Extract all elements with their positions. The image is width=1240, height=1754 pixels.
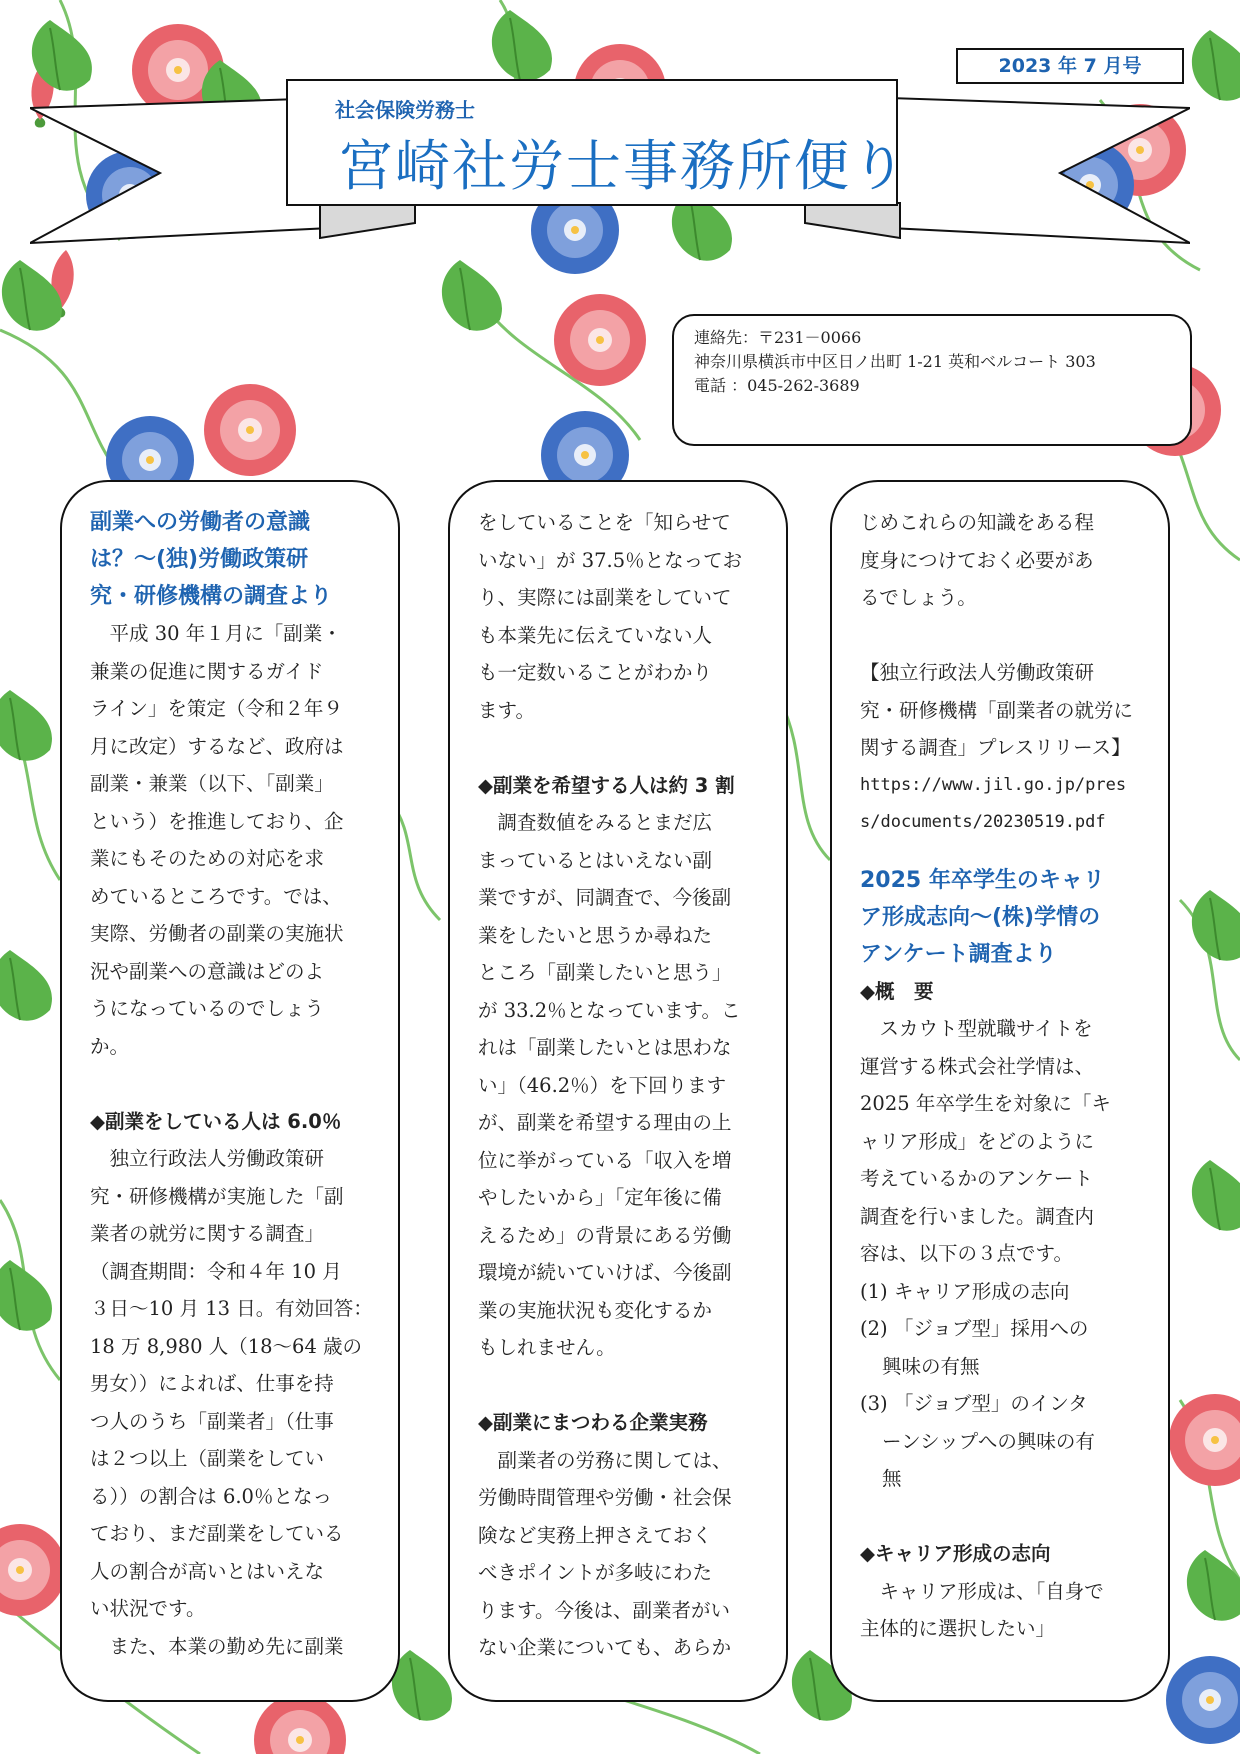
issue-date: 2023 年 7 月号 xyxy=(956,48,1184,84)
text-line: れは「副業したいとは思わな xyxy=(478,1036,732,1059)
text-line: 容は、以下の３点です。 xyxy=(860,1242,1073,1265)
article-paragraph xyxy=(90,615,398,1065)
reference-url[interactable]: s/documents/20230519.pdf xyxy=(860,812,1106,832)
text-line: ３日～10 月 13 日。有効回答： xyxy=(90,1297,373,1320)
text-line: い状況です。 xyxy=(90,1597,206,1620)
text-line: 月に改定）するなど、政府は xyxy=(90,734,344,758)
text-line: もしれません。 xyxy=(478,1336,616,1359)
reference-note xyxy=(860,654,1168,842)
text-line: ており、まだ副業をしている xyxy=(90,1522,344,1545)
section-heading: ◆キャリア形成の志向 xyxy=(860,1542,1051,1565)
article-paragraph xyxy=(860,1010,1168,1273)
text-line: 業の実施状況も変化するか xyxy=(478,1298,713,1322)
text-line: 副業者の労務に関しては、 xyxy=(478,1448,732,1472)
contact-phone: 電話 ：045-262-3689 xyxy=(694,376,860,395)
list-item: 無 xyxy=(882,1467,902,1490)
article-paragraph xyxy=(860,504,1168,617)
text-line: 18 万 8,980 人（18～64 歳の xyxy=(90,1334,363,1358)
text-line: ります。今後は、副業者がい xyxy=(478,1598,730,1622)
text-line: 業ですが、同調査で、今後副 xyxy=(478,886,732,909)
contact-box xyxy=(672,314,1192,446)
newsletter-title: 宮崎社労士事務所便り xyxy=(338,134,909,198)
survey-items-list xyxy=(860,1273,1168,1498)
text-line: つ人のうち「副業者」（仕事 xyxy=(90,1409,334,1433)
text-line: また、本業の勤め先に副業 xyxy=(90,1634,344,1658)
heading-line: 究・研修機構の調査より xyxy=(90,584,333,609)
text-line: 関する調査」プレスリリース】 xyxy=(860,736,1131,759)
list-item: (2) 「ジョブ型」採用への xyxy=(860,1317,1089,1340)
text-line: 主体的に選択したい」 xyxy=(860,1617,1056,1640)
text-line: 険など実務上押さえておく xyxy=(478,1523,713,1547)
reference-url[interactable]: https://www.jil.go.jp/pres xyxy=(860,774,1127,795)
text-line: まっているとはいえない副 xyxy=(478,848,713,872)
text-line: 運営する株式会社学情は、 xyxy=(860,1054,1095,1078)
text-line: 男女））によれば、仕事を持 xyxy=(90,1372,334,1395)
heading-line: 副業への労働者の意識 xyxy=(90,510,311,535)
text-line: という）を推進しており、企 xyxy=(90,809,344,833)
text-line: 実際、労働者の副業の実施状 xyxy=(90,922,344,945)
list-item: ーンシップへの興味の有 xyxy=(882,1429,1095,1453)
text-line: 究・研修機構「副業者の就労に xyxy=(860,698,1134,722)
text-line: 調査数値をみるとまだ広 xyxy=(478,811,713,834)
article-paragraph xyxy=(478,804,786,1367)
text-line: い」（46.2％）を下回ります xyxy=(478,1073,727,1097)
text-line: 人の割合が高いとはいえな xyxy=(90,1559,325,1583)
article-heading-career xyxy=(860,862,1168,973)
section-heading: ◆副業をしている人は 6.0％ xyxy=(90,1109,342,1133)
text-line: が、副業を希望する理由の上 xyxy=(478,1111,732,1134)
text-line: 業をしたいと思うか尋ねた xyxy=(478,923,713,947)
article-heading-side-job xyxy=(90,504,398,615)
text-line: 2025 年卒学生を対象に「キ xyxy=(860,1092,1111,1115)
heading-line: 2025 年卒学生のキャリ xyxy=(860,867,1105,893)
section-heading: ◆概 要 xyxy=(860,979,934,1003)
text-line: 副業・兼業（以下、「副業」 xyxy=(90,772,334,795)
text-line: る））の割合は 6.0％となっ xyxy=(90,1484,332,1508)
text-line: り、実際には副業をしていて xyxy=(478,586,732,609)
text-line: スカウト型就職サイトを xyxy=(860,1017,1093,1040)
text-line: 労働時間管理や労働・社会保 xyxy=(478,1486,732,1509)
text-line: 位に挙がっている「収入を増 xyxy=(478,1148,732,1172)
text-line: えるため」の背景にある労働 xyxy=(478,1223,732,1247)
header-subtitle: 社会保険労務士 xyxy=(335,98,475,122)
list-item: (3) 「ジョブ型」のインタ xyxy=(860,1392,1088,1415)
heading-line: ア形成志向～(株)学情の xyxy=(860,904,1101,930)
article-column-3 xyxy=(830,480,1170,1702)
text-line: （調査期間：令和４年 10 月 xyxy=(90,1259,342,1283)
list-item: 興味の有無 xyxy=(882,1354,980,1378)
text-line: 平成 30 年１月に「副業・ xyxy=(90,622,342,645)
text-line: やしたいから」「定年後に備 xyxy=(478,1186,722,1209)
article-column-2 xyxy=(448,480,788,1702)
text-line: 環境が続いていけば、今後副 xyxy=(478,1261,732,1284)
article-column-1 xyxy=(60,480,400,1702)
heading-line: は？～(独)労働政策研 xyxy=(90,547,309,572)
text-line: めているところです。では、 xyxy=(90,884,342,908)
text-line: 独立行政法人労働政策研 xyxy=(90,1147,325,1170)
text-line: キャリア形成は、「自身で xyxy=(860,1579,1104,1603)
text-line: ところ「副業したいと思う」 xyxy=(478,961,732,984)
contact-address: 神奈川県横浜市中区日ノ出町 1-21 英和ベルコート 303 xyxy=(694,352,1096,371)
text-line: 業者の就労に関する調査」 xyxy=(90,1222,325,1245)
text-line: 兼業の促進に関するガイド xyxy=(90,659,324,683)
text-line: 業にもそのための対応を求 xyxy=(90,847,325,870)
text-line: をしていることを「知らせて xyxy=(478,511,731,534)
section-heading: ◆副業を希望する人は約 3 割 xyxy=(478,773,735,797)
heading-line: アンケート調査より xyxy=(860,941,1057,967)
text-line: 【独立行政法人労働政策研 xyxy=(860,661,1095,684)
article-paragraph xyxy=(860,1573,1168,1648)
text-line: 考えているかのアンケート xyxy=(860,1167,1093,1190)
text-line: も一定数いることがわかり xyxy=(478,661,713,684)
text-line: は２つ以上（副業をしてい xyxy=(90,1447,325,1470)
section-heading: ◆副業にまつわる企業実務 xyxy=(478,1411,708,1434)
text-line: が 33.2％となっています。こ xyxy=(478,998,741,1022)
text-line: うになっているのでしょう xyxy=(90,997,325,1020)
contact-address-label: 連絡先：〒231－0066 xyxy=(694,328,862,347)
text-line: 度身につけておく必要があ xyxy=(860,548,1094,572)
text-line: べきポイントが多岐にわた xyxy=(478,1561,713,1584)
text-line: ャリア形成」をどのように xyxy=(860,1129,1095,1153)
list-item: (1) キャリア形成の志向 xyxy=(860,1279,1070,1303)
text-line: 究・研修機構が実施した「副 xyxy=(90,1184,344,1208)
text-line: 況や副業への意識はどのよ xyxy=(90,959,325,983)
text-line: も本業先に伝えていない人 xyxy=(478,623,713,647)
article-paragraph xyxy=(90,1140,398,1665)
article-paragraph xyxy=(478,504,786,729)
text-line: ます。 xyxy=(478,698,535,722)
text-line: るでしょう。 xyxy=(860,586,977,609)
text-line: か。 xyxy=(90,1034,130,1058)
text-line: ない企業についても、あらか xyxy=(478,1636,732,1659)
text-line: 調査を行いました。調査内 xyxy=(860,1204,1095,1228)
text-line: いない」が 37.5％となってお xyxy=(478,548,743,572)
text-line: ライン」を策定（令和２年９ xyxy=(90,697,343,720)
text-line: じめこれらの知識をある程 xyxy=(860,511,1095,534)
article-paragraph xyxy=(478,1442,786,1667)
